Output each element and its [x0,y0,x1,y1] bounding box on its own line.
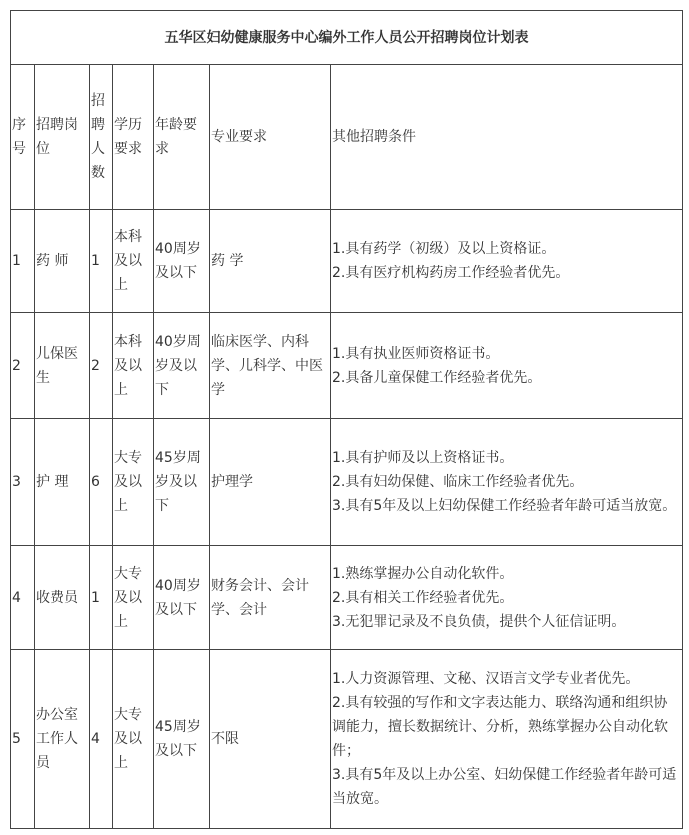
row-education: 大专及以上 [113,546,154,650]
row-education: 本科及以上 [113,313,154,419]
row-conditions [331,313,683,419]
table-title: 五华区妇幼健康服务中心编外工作人员公开招聘岗位计划表 [11,11,683,65]
condition-line: 3.具有5年及以上妇幼保健工作经验者年龄可适当放宽。 [332,498,677,514]
row-no: 4 [11,546,35,650]
row-age: 40岁周岁及以下 [154,313,210,419]
row-major: 护理学 [210,419,331,546]
header-no: 序号 [11,65,35,210]
row-position: 药 师 [35,210,90,313]
header-major: 专业要求 [210,65,331,210]
recruitment-plan-table [10,10,683,829]
header-count: 招聘人数 [90,65,113,210]
condition-line: 1.具有药学（初级）及以上资格证。 [332,241,556,257]
row-conditions [331,650,683,829]
table-row [11,650,683,829]
header-position: 招聘岗位 [35,65,90,210]
condition-line: 2.具有医疗机构药房工作经验者优先。 [332,265,570,281]
row-count: 1 [90,210,113,313]
condition-line: 3.无犯罪记录及不良负债，提供个人征信证明。 [332,613,626,630]
row-no: 5 [11,650,35,829]
header-other-conditions: 其他招聘条件 [331,65,683,210]
condition-line: 3.具有5年及以上办公室、妇幼保健工作经验者年龄可适当放宽。 [332,767,677,807]
table-row [11,313,683,419]
row-count: 2 [90,313,113,419]
row-major: 临床医学、内科学、儿科学、中医学 [210,313,331,419]
row-education: 大专及以上 [113,650,154,829]
row-count: 6 [90,419,113,546]
condition-line: 2.具有较强的写作和文字表达能力、联络沟通和组织协调能力，擅长数据统计、分析，熟练掌握办公自动化软件； [332,695,668,759]
row-position: 办公室工作人员 [35,650,90,829]
row-no: 1 [11,210,35,313]
row-age: 45岁周岁及以下 [154,419,210,546]
row-major: 药 学 [210,210,331,313]
row-age: 40周岁及以下 [154,546,210,650]
row-position: 护 理 [35,419,90,546]
header-row [11,65,683,210]
row-conditions [331,210,683,313]
row-position: 儿保医生 [35,313,90,419]
row-count: 1 [90,546,113,650]
row-education: 本科及以上 [113,210,154,313]
row-position: 收费员 [35,546,90,650]
row-conditions [331,419,683,546]
row-education: 大专及以上 [113,419,154,546]
row-age: 40周岁及以下 [154,210,210,313]
condition-line: 2.具有相关工作经验者优先。 [332,589,514,606]
row-no: 2 [11,313,35,419]
condition-line: 1.具有执业医师资格证书。 [332,345,500,362]
condition-line: 1.人力资源管理、文秘、汉语言文学专业者优先。 [332,671,640,687]
title-row [11,11,683,65]
condition-line: 2.具备儿童保健工作经验者优先。 [332,369,542,386]
table-row [11,210,683,313]
row-count: 4 [90,650,113,829]
row-age: 45周岁及以下 [154,650,210,829]
header-education: 学历要求 [113,65,154,210]
row-major: 财务会计、会计学、会计 [210,546,331,650]
row-conditions [331,546,683,650]
table-row [11,419,683,546]
row-major: 不限 [210,650,331,829]
condition-line: 1.具有护师及以上资格证书。 [332,450,514,466]
condition-line: 2.具有妇幼保健、临床工作经验者优先。 [332,474,584,490]
row-no: 3 [11,419,35,546]
condition-line: 1.熟练掌握办公自动化软件。 [332,565,514,582]
header-age: 年龄要求 [154,65,210,210]
table-row [11,546,683,650]
